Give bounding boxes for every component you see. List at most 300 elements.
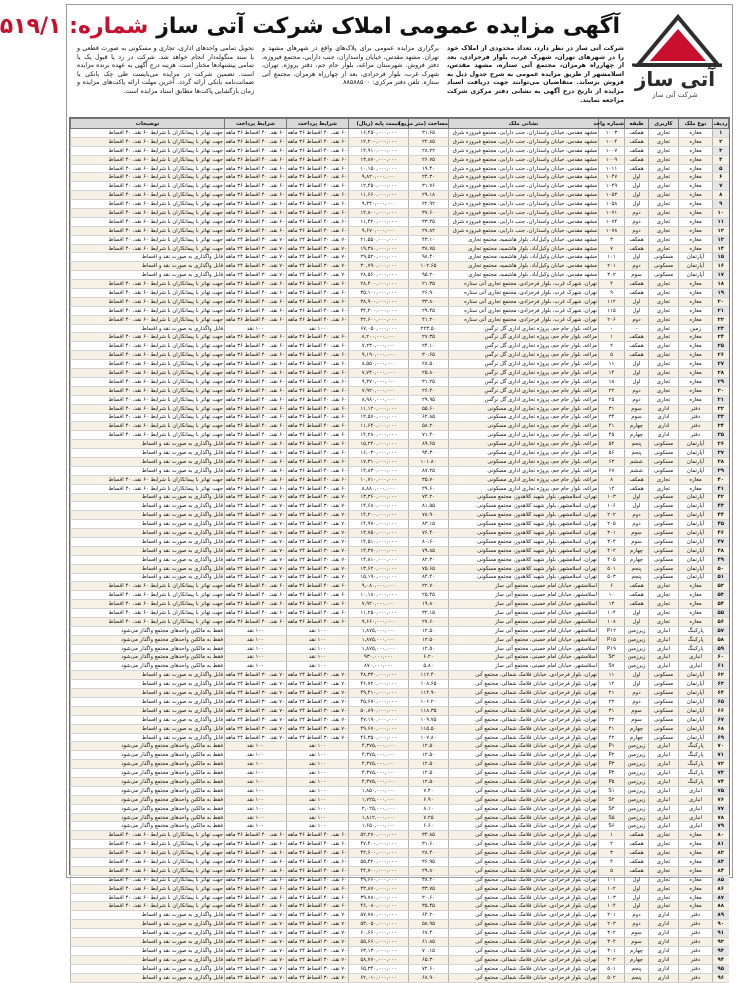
cell-floor: پنجم (625, 449, 649, 458)
cell-unit-number: ۱۰۷۱ (599, 209, 625, 218)
cell-usage: اداری (649, 929, 679, 938)
cell-row-number: ۹۰ (713, 920, 729, 929)
cell-notes: جهت تهاتر با پیمانکاران با شرایط ۶۰ نقد، ۴۰ اقساط (71, 280, 225, 289)
cell-unit-number: ۵۰۱ (599, 964, 625, 973)
cell-address: تهران، بلوار فرحزادی، خیابان فلامک شمالی، مجتمع آتی (449, 724, 599, 733)
cell-area: ۱۲.۵۰ (409, 760, 449, 769)
cell-payment-terms: ۷۰ نقد، ۳۰ اقساط ۲۴ ماهه (287, 734, 347, 741)
cell-base-price: ۳۹,۷۸۰,۰۰۰,۰۰۰ (349, 893, 409, 902)
cell-notes: جهت تهاتر با پیمانکاران با شرایط ۶۰ نقد، ۴۰ اقساط (71, 475, 225, 484)
cell-unit-number: P۱ (599, 742, 625, 751)
cell-base-price: ۱۰,۱۸۰,۰۰۰,۰۰۰ (349, 591, 409, 600)
cell-payment-terms-2: ۱۰۰ نقد (225, 653, 287, 662)
cell-area: ۵.۸۰ (409, 662, 449, 671)
cell-payment-terms-2: ۶۰ نقد، ۴۰ اقساط ۳۶ ماهه (225, 432, 285, 439)
cell-row-number: ۸۶ (713, 884, 729, 893)
cell-address: تهران، بلوار فرحزادی، خیابان فلامک شمالی، مجتمع آتی (449, 831, 599, 840)
table-row (71, 706, 729, 715)
table-row (71, 600, 729, 609)
cell-notes: فقط به مالکین واحدهای مجتمع واگذار می‌شود (71, 795, 225, 804)
cell-usage: تجاری (649, 849, 679, 858)
cell-property-type: مغازه (679, 191, 713, 200)
cell-address: مشهد مقدس، خیابان واسداران، جنب دارایی، مجتمع فیروزه شرق (449, 164, 599, 173)
cell-payment-terms-2: ۷۰ نقد، ۳۰ اقساط ۲۴ ماهه (225, 956, 285, 963)
cell-payment-terms-2: ۶۰ نقد، ۴۰ اقساط ۳۶ ماهه (225, 378, 285, 385)
cell-address: مشهد مقدس، خیابان واسداران، جنب دارایی، مجتمع فیروزه شرق (449, 146, 599, 155)
intro-column-2: برگزاری مزایده عمومی برای پلاک‌های واقع در شهرهای مشهد و تهران. مشهد مقدس، خیابان واسداران، جنب دارایی، مجتمع فیروزه، دفتر فروش. شهرستان مراغه، بلوار جام جم، دفتر پروژه. تهران، شهرک غرب، بلوار فرحزادی، بعد از چهارراه هرمزان، مجتمع آتی ستاره. تلفن دفتر مرکزی: ۸۸۵۸۸۵۰۰ (262, 45, 439, 87)
cell-usage: تجاری (649, 173, 679, 182)
cell-property-type: آپارتمان (679, 689, 713, 698)
cell-notes: قابل واگذاری به صورت نقد و اقساط (71, 324, 225, 333)
table-row (71, 849, 729, 858)
cell-row-number: ۴۲ (713, 493, 729, 502)
table-row (71, 769, 729, 778)
table-row (71, 680, 729, 689)
cell-property-type: آپارتمان (679, 715, 713, 724)
cell-payment-terms: ۶۰ نقد، ۴۰ اقساط ۳۶ ماهه (287, 352, 347, 359)
cell-unit-number: ۴۰۲ (599, 546, 625, 555)
cell-unit-number: ۶ (599, 582, 625, 591)
cell-unit-number: ۳۴ (599, 413, 625, 422)
cell-area: ۳۵.۷۰ (409, 475, 449, 484)
cell-row-number: ۴۸ (713, 546, 729, 555)
cell-property-type: مغازه (679, 902, 713, 911)
table-row (71, 840, 729, 849)
cell-floor: اول (625, 671, 649, 680)
cell-property-type: آپارتمان (679, 449, 713, 458)
cell-floor: دوم (625, 911, 649, 920)
cell-unit-number: ۱۸ (599, 377, 625, 386)
cell-payment-terms-2: ۷۰ نقد، ۳۰ اقساط ۲۴ ماهه (225, 698, 285, 705)
cell-property-type: مغازه (679, 306, 713, 315)
cell-unit-number: ۲۰۱ (599, 262, 625, 271)
cell-payment-terms: ۷۰ نقد، ۳۰ اقساط ۲۴ ماهه (287, 965, 347, 972)
cell-area: ۳۸.۲۰ (409, 875, 449, 884)
cell-notes: فقط به مالکین واحدهای مجتمع واگذار می‌شود (71, 751, 225, 760)
cell-base-price: ۱,۸۷۵,۰۰۰,۰۰۰ (349, 635, 409, 644)
cell-area: ۳۱.۷۶ (409, 182, 449, 191)
cell-unit-number: ۳ (599, 235, 625, 244)
cell-usage: انباری (649, 653, 679, 662)
cell-area: ۶۱.۸۵ (409, 938, 449, 947)
cell-base-price: ۶۵,۳۴۰,۰۰۰,۰۰۰ (349, 964, 409, 973)
table-row (71, 262, 729, 271)
cell-floor: دوم (625, 511, 649, 520)
notice-number: شماره: ۵۱۹/۱ (0, 13, 149, 39)
cell-address: مشهد مقدس، خیابان واسداران، جنب دارایی، مجتمع فیروزه شرق (449, 200, 599, 209)
cell-usage: تجاری (649, 902, 679, 911)
cell-row-number: ۶۷ (713, 715, 729, 724)
cell-notes: قابل واگذاری به صورت نقد و اقساط (71, 698, 225, 707)
cell-notes: جهت تهاتر با پیمانکاران با شرایط ۶۰ نقد، ۴۰ اقساط (71, 226, 225, 235)
cell-base-price: ۱۵,۱۹۰,۰۰۰,۰۰۰ (349, 573, 409, 582)
cell-base-price: ۹,۰۸۰,۰۰۰,۰۰۰ (349, 582, 409, 591)
cell-address: مشهد مقدس، خیابان وکیل‌آباد، بلوار هاشمیه، مجتمع تجاری (449, 253, 599, 262)
cell-base-price: ۷,۲۳۰,۰۰۰,۰۰۰ (349, 342, 409, 351)
table-row (71, 973, 729, 982)
cell-row-number: ۶۲ (713, 671, 729, 680)
cell-row-number: ۱۳ (713, 235, 729, 244)
table-row (71, 137, 729, 146)
cell-notes: جهت تهاتر با پیمانکاران با شرایط ۶۰ نقد، ۴۰ اقساط (71, 173, 225, 182)
cell-area: ۷۸.۹۰ (409, 511, 449, 520)
notice-title-row (0, 11, 620, 41)
cell-base-price: ۴,۳۷۵,۰۰۰,۰۰۰ (349, 760, 409, 769)
cell-address: تهران، اسلامشهر، بلوار شهید کلاهدوز، مجتمع مسکونی (449, 555, 599, 564)
cell-notes: قابل واگذاری به صورت نقد و اقساط (71, 929, 225, 938)
table-row (71, 155, 729, 164)
cell-property-type: مغازه (679, 155, 713, 164)
cell-area: ۶۵.۳۰ (409, 955, 449, 964)
cell-area: ۷۱.۴۰ (409, 431, 449, 440)
cell-payment-terms-2: ۶۰ نقد، ۴۰ اقساط ۳۶ ماهه (225, 281, 285, 288)
cell-usage: تجاری (649, 191, 679, 200)
table-row (71, 431, 729, 440)
cell-usage: تجاری (649, 360, 679, 369)
cell-payment-terms: ۷۰ نقد، ۳۰ اقساط ۲۴ ماهه (287, 698, 347, 705)
cell-base-price: ۴۶,۷۲۰,۰۰۰,۰۰۰ (349, 680, 409, 689)
cell-floor: سوم (625, 537, 649, 546)
cell-address: مشهد مقدس، خیابان واسداران، جنب دارایی، مجتمع فیروزه شرق (449, 137, 599, 146)
table-row (71, 955, 729, 964)
cell-floor: ششم (625, 466, 649, 475)
cell-payment-terms: ۱۰۰ نقد (287, 635, 349, 644)
cell-area: ۲۸.۵۰ (409, 360, 449, 369)
cell-row-number: ۸۵ (713, 875, 729, 884)
cell-payment-terms: ۷۰ نقد، ۳۰ اقساط ۲۴ ماهه (287, 956, 347, 963)
cell-property-type: مغازه (679, 182, 713, 191)
cell-address: مراغه، بلوار جام جم، پروژه تجاری اداری مسکونی (449, 422, 599, 431)
cell-unit-number: ۱۰۱۱ (599, 164, 625, 173)
cell-unit-number: ۱ (599, 333, 625, 342)
cell-property-type: مغازه (679, 591, 713, 600)
cell-unit-number: P۱۵ (599, 635, 625, 644)
table-row (71, 502, 729, 511)
cell-payment-terms-2: ۷۰ نقد، ۳۰ اقساط ۲۴ ماهه (225, 503, 285, 510)
cell-payment-terms: ۱۰۰ نقد (287, 626, 349, 635)
cell-address: تهران، بلوار فرحزادی، خیابان فلامک شمالی، مجتمع آتی (449, 822, 599, 831)
cell-payment-terms: ۶۰ نقد، ۴۰ اقساط ۳۶ ماهه (287, 618, 347, 625)
cell-property-type: آپارتمان (679, 493, 713, 502)
cell-usage: مسکونی (649, 253, 679, 262)
table-row (71, 635, 729, 644)
cell-row-number: ۴۶ (713, 529, 729, 538)
cell-usage: اداری (649, 955, 679, 964)
cell-payment-terms: ۶۰ نقد، ۴۰ اقساط ۳۶ ماهه (287, 201, 347, 208)
cell-usage: مسکونی (649, 449, 679, 458)
cell-floor: زیرزمین (625, 778, 649, 787)
cell-payment-terms-2: ۶۰ نقد، ۴۰ اقساط ۳۶ ماهه (225, 885, 285, 892)
cell-floor: زیرزمین (625, 804, 649, 813)
cell-payment-terms-2: ۷۰ نقد، ۳۰ اقساط ۲۴ ماهه (225, 690, 285, 697)
cell-address: تهران، بلوار فرحزادی، خیابان فلامک شمالی، مجتمع آتی (449, 778, 599, 787)
cell-unit-number: S۷ (599, 662, 625, 671)
cell-payment-terms: ۶۰ نقد، ۴۰ اقساط ۳۶ ماهه (287, 209, 347, 216)
col-header-unit-number: شماره واحد (593, 120, 624, 127)
col-header-base-price: قیمت پایه (ریال) (349, 119, 409, 129)
cell-floor: اول (625, 502, 649, 511)
cell-row-number: ۲۷ (713, 360, 729, 369)
cell-unit-number: ۱۰۵۳ (599, 191, 625, 200)
cell-floor: اول (625, 306, 649, 315)
cell-base-price: ۵۲,۲۷۰,۰۰۰,۰۰۰ (349, 831, 409, 840)
property-table-wrapper (69, 117, 730, 981)
cell-floor: همکف (625, 280, 649, 289)
table-row (71, 529, 729, 538)
cell-area: ۸۱.۵۵ (409, 502, 449, 511)
cell-property-type: مغازه (679, 866, 713, 875)
cell-payment-terms-2: ۷۰ نقد، ۳۰ اقساط ۲۴ ماهه (225, 565, 285, 572)
cell-floor: چهارم (625, 955, 649, 964)
cell-floor: دوم (625, 920, 649, 929)
cell-unit-number: ۱۰۰۴ (599, 137, 625, 146)
cell-address: مراغه، بلوار جام جم، پروژه تجاری اداری گل نرگس (449, 395, 599, 404)
cell-row-number: ۴۵ (713, 520, 729, 529)
cell-base-price: ۹,۶۷۰,۰۰۰,۰۰۰ (349, 226, 409, 235)
cell-address: تهران، بلوار فرحزادی، خیابان فلامک شمالی، مجتمع آتی (449, 946, 599, 955)
cell-floor: اول (625, 902, 649, 911)
cell-floor: ششم (625, 457, 649, 466)
cell-floor: سوم (625, 706, 649, 715)
cell-unit-number: ۴۱ (599, 724, 625, 733)
cell-property-type: مغازه (679, 164, 713, 173)
cell-address: مشهد مقدس، خیابان واسداران، جنب دارایی، مجتمع فیروزه شرق (449, 226, 599, 235)
cell-area: ۶۸.۹۰ (409, 973, 449, 982)
cell-notes: قابل واگذاری به صورت نقد و اقساط (71, 440, 225, 449)
table-row (71, 866, 729, 875)
cell-base-price: ۳۵,۱۰۰,۰۰۰,۰۰۰ (349, 289, 409, 298)
cell-row-number: ۵۵ (713, 609, 729, 618)
cell-payment-terms-2: ۱۰۰ نقد (225, 786, 287, 795)
cell-address: تهران، بلوار فرحزادی، خیابان فلامک شمالی، مجتمع آتی (449, 706, 599, 715)
cell-unit-number: ۱۰۷۸ (599, 226, 625, 235)
table-row (71, 475, 729, 484)
cell-unit-number: ۲۰۲ (599, 511, 625, 520)
cell-payment-terms: ۱۰۰ نقد (287, 804, 349, 813)
cell-base-price: ۶۰,۶۶۰,۰۰۰,۰۰۰ (349, 929, 409, 938)
cell-address: مراغه، بلوار جام جم، پروژه تجاری اداری مسکونی (449, 466, 599, 475)
cell-floor: اول (625, 609, 649, 618)
cell-area: ۲۲.۸۵ (409, 137, 449, 146)
cell-unit-number: ۲۲ (599, 698, 625, 707)
cell-property-type: مغازه (679, 395, 713, 404)
cell-floor: چهارم (625, 422, 649, 431)
cell-property-type: دفتر (679, 938, 713, 947)
cell-usage: اداری (649, 938, 679, 947)
cell-floor: همکف (625, 244, 649, 253)
cell-usage: تجاری (649, 617, 679, 626)
cell-unit-number: ۱۰۰۷ (599, 146, 625, 155)
cell-payment-terms-2: ۱۰۰ نقد (225, 324, 287, 333)
cell-unit-number: ۴ (599, 280, 625, 289)
cell-payment-terms: ۶۰ نقد، ۴۰ اقساط ۳۶ ماهه (287, 361, 347, 368)
cell-notes: قابل واگذاری به صورت نقد و اقساط (71, 520, 225, 529)
cell-address: مراغه، بلوار جام جم، پروژه تجاری اداری مسکونی (449, 457, 599, 466)
cell-payment-terms-2: ۶۰ نقد، ۴۰ اقساط ۳۶ ماهه (225, 903, 285, 910)
cell-floor: زیرزمین (625, 644, 649, 653)
cell-property-type: دفتر (679, 929, 713, 938)
cell-address: تهران، شهرک غرب، بلوار فرحزادی، مجتمع تجاری آتی ستاره (449, 280, 599, 289)
cell-floor: پنجم (625, 440, 649, 449)
cell-area: ۲۴.۱۰ (409, 342, 449, 351)
cell-floor: دوم (625, 395, 649, 404)
cell-property-type: دفتر (679, 422, 713, 431)
cell-address: تهران، بلوار فرحزادی، خیابان فلامک شمالی، مجتمع آتی (449, 849, 599, 858)
cell-payment-terms-2: ۷۰ نقد، ۳۰ اقساط ۲۴ ماهه (225, 272, 285, 279)
cell-usage: مسکونی (649, 493, 679, 502)
cell-property-type: انباری (679, 804, 713, 813)
cell-area: ۳۰.۶۰ (409, 893, 449, 902)
cell-payment-terms-2: ۶۰ نقد، ۴۰ اقساط ۳۶ ماهه (225, 316, 285, 323)
cell-notes: قابل واگذاری به صورت نقد و اقساط (71, 964, 225, 973)
cell-area: ۲۶.۴۰ (409, 386, 449, 395)
cell-unit-number: ۱۰۱ (599, 875, 625, 884)
cell-property-type: مغازه (679, 875, 713, 884)
cell-unit-number: ۵۰۲ (599, 973, 625, 982)
cell-payment-terms-2: ۶۰ نقد، ۴۰ اقساط ۳۶ ماهه (225, 147, 285, 154)
cell-unit-number: ۱۳ (599, 600, 625, 609)
cell-area: ۲۹.۹۵ (409, 395, 449, 404)
table-row (71, 200, 729, 209)
table-row (71, 297, 729, 306)
cell-payment-terms-2: ۷۰ نقد، ۳۰ اقساط ۲۴ ماهه (225, 530, 285, 537)
cell-property-type: دفتر (679, 431, 713, 440)
table-row (71, 760, 729, 769)
cell-area: ۷۲.۶۰ (409, 964, 449, 973)
cell-address: اسلامشهر، خیابان امام خمینی، مجتمع آتی ساز (449, 644, 599, 653)
cell-row-number: ۳۵ (713, 431, 729, 440)
cell-payment-terms: ۷۰ نقد، ۳۰ اقساط ۲۴ ماهه (287, 245, 347, 252)
cell-payment-terms-2: ۶۰ نقد، ۴۰ اقساط ۳۶ ماهه (225, 396, 285, 403)
cell-floor: زیرزمین (625, 626, 649, 635)
cell-unit-number: P۳ (599, 760, 625, 769)
cell-row-number: ۷۹ (713, 822, 729, 831)
cell-payment-terms: ۱۰۰ نقد (287, 644, 349, 653)
cell-payment-terms: ۶۰ نقد، ۴۰ اقساط ۳۶ ماهه (287, 298, 347, 305)
cell-row-number: ۵۳ (713, 591, 729, 600)
cell-property-type: مغازه (679, 582, 713, 591)
cell-notes: جهت تهاتر با پیمانکاران با شرایط ۶۰ نقد، ۴۰ اقساط (71, 609, 225, 618)
cell-row-number: ۹ (713, 200, 729, 209)
cell-row-number: ۴۹ (713, 555, 729, 564)
cell-base-price: ۱۴,۸۱۰,۰۰۰,۰۰۰ (349, 555, 409, 564)
table-row (71, 440, 729, 449)
cell-address: تهران، اسلامشهر، بلوار شهید کلاهدوز، مجتمع مسکونی (449, 537, 599, 546)
cell-base-price: ۱۰,۱۵۰,۰۰۰,۰۰۰ (349, 164, 409, 173)
cell-address: تهران، شهرک غرب، بلوار فرحزادی، مجتمع تجاری آتی ستاره (449, 289, 599, 298)
table-row (71, 537, 729, 546)
cell-property-type: پارکینگ (679, 742, 713, 751)
table-row (71, 742, 729, 751)
notice-header (0, 7, 730, 117)
cell-usage: انباری (649, 795, 679, 804)
table-row (71, 804, 729, 813)
cell-payment-terms-2: ۱۰۰ نقد (225, 635, 287, 644)
cell-payment-terms-2: ۱۰۰ نقد (225, 760, 287, 769)
cell-payment-terms-2: ۱۰۰ نقد (225, 626, 287, 635)
cell-base-price: ۸,۲۰۰,۰۰۰,۰۰۰ (349, 333, 409, 342)
cell-payment-terms: ۶۰ نقد، ۴۰ اقساط ۳۶ ماهه (287, 601, 347, 608)
cell-payment-terms: ۶۰ نقد، ۴۰ اقساط ۳۶ ماهه (287, 414, 347, 421)
cell-property-type: مغازه (679, 484, 713, 493)
table-row (71, 129, 729, 138)
cell-property-type: زمین (679, 324, 713, 333)
cell-floor: چهارم (625, 555, 649, 564)
table-row (71, 271, 729, 280)
cell-notes: جهت تهاتر با پیمانکاران با شرایط ۶۰ نقد، ۴۰ اقساط (71, 351, 225, 360)
cell-notes: قابل واگذاری به صورت نقد و اقساط (71, 946, 225, 955)
table-row (71, 715, 729, 724)
cell-unit-number: ۵ (599, 866, 625, 875)
triangle-logo-icon (626, 15, 724, 67)
cell-property-type: آپارتمان (679, 271, 713, 280)
cell-property-type: پارکینگ (679, 760, 713, 769)
cell-unit-number: ۴۵ (599, 431, 625, 440)
cell-address: تهران، بلوار فرحزادی، خیابان فلامک شمالی، مجتمع آتی (449, 964, 599, 973)
cell-property-type: آپارتمان (679, 671, 713, 680)
cell-payment-terms: ۶۰ نقد، ۴۰ اقساط ۳۶ ماهه (287, 183, 347, 190)
cell-area: ۱۲.۵۰ (409, 769, 449, 778)
cell-payment-terms-2: ۶۰ نقد، ۴۰ اقساط ۳۶ ماهه (225, 307, 285, 314)
cell-payment-terms-2: ۶۰ نقد، ۴۰ اقساط ۳۶ ماهه (225, 450, 285, 456)
cell-area: ۸۲.۳۰ (409, 555, 449, 564)
cell-payment-terms: ۶۰ نقد، ۴۰ اقساط ۳۶ ماهه (287, 343, 347, 350)
table-row (71, 813, 729, 822)
cell-payment-terms: ۶۰ نقد، ۴۰ اقساط ۳۶ ماهه (287, 316, 347, 323)
cell-unit-number: ۱۲ (599, 680, 625, 689)
cell-property-type: مغازه (679, 609, 713, 618)
cell-base-price: ۴۲,۶۰۰,۰۰۰,۰۰۰ (349, 849, 409, 858)
cell-property-type: مغازه (679, 840, 713, 849)
cell-property-type: آپارتمان (679, 724, 713, 733)
cell-base-price: ۲,۰۲۵,۰۰۰,۰۰۰ (349, 804, 409, 813)
cell-address: تهران، شهرک غرب، بلوار فرحزادی، مجتمع تجاری آتی ستاره (449, 306, 599, 315)
cell-area: ۱۰۸.۶۵ (409, 680, 449, 689)
cell-usage: تجاری (649, 129, 679, 138)
cell-payment-terms: ۶۰ نقد، ۴۰ اقساط ۳۶ ماهه (287, 129, 347, 136)
table-row (71, 671, 729, 680)
cell-unit-number: ۲۲ (599, 386, 625, 395)
cell-property-type: پارکینگ (679, 644, 713, 653)
cell-address: مراغه، بلوار جام جم، پروژه تجاری اداری گل نرگس (449, 360, 599, 369)
cell-notes: قابل واگذاری به صورت نقد و اقساط (71, 911, 225, 920)
cell-notes: جهت تهاتر با پیمانکاران با شرایط ۶۰ نقد، ۴۰ اقساط (71, 884, 225, 893)
cell-payment-terms: ۶۰ نقد، ۴۰ اقساط ۳۶ ماهه (287, 850, 347, 857)
cell-row-number: ۷۱ (713, 751, 729, 760)
cell-floor: دوم (625, 689, 649, 698)
cell-area: ۱۹.۸۰ (409, 600, 449, 609)
cell-address: تهران، اسلامشهر، بلوار شهید کلاهدوز، مجتمع مسکونی (449, 511, 599, 520)
cell-base-price: ۲۹,۵۲۰,۰۰۰,۰۰۰ (349, 253, 409, 262)
cell-row-number: ۳۱ (713, 395, 729, 404)
cell-floor: دوم (625, 217, 649, 226)
cell-floor: چهارم (625, 733, 649, 742)
cell-unit-number: ۴۰۵ (599, 555, 625, 564)
cell-base-price: ۱۳,۸۷۰,۰۰۰,۰۰۰ (349, 155, 409, 164)
cell-row-number: ۵۱ (713, 573, 729, 582)
cell-usage: تجاری (649, 377, 679, 386)
cell-payment-terms-2: ۶۰ نقد، ۴۰ اقساط ۳۶ ماهه (225, 209, 285, 216)
cell-payment-terms-2: ۷۰ نقد، ۳۰ اقساط ۲۴ ماهه (225, 974, 285, 981)
cell-payment-terms-2: ۷۰ نقد، ۳۰ اقساط ۲۴ ماهه (225, 236, 285, 243)
cell-base-price: ۶۲,۰۱۰,۰۰۰,۰۰۰ (349, 973, 409, 982)
cell-floor: زیرزمین (625, 751, 649, 760)
table-row (71, 831, 729, 840)
table-row (71, 911, 729, 920)
cell-usage: اداری (649, 946, 679, 955)
table-row (71, 555, 729, 564)
cell-payment-terms: ۱۰۰ نقد (287, 795, 349, 804)
